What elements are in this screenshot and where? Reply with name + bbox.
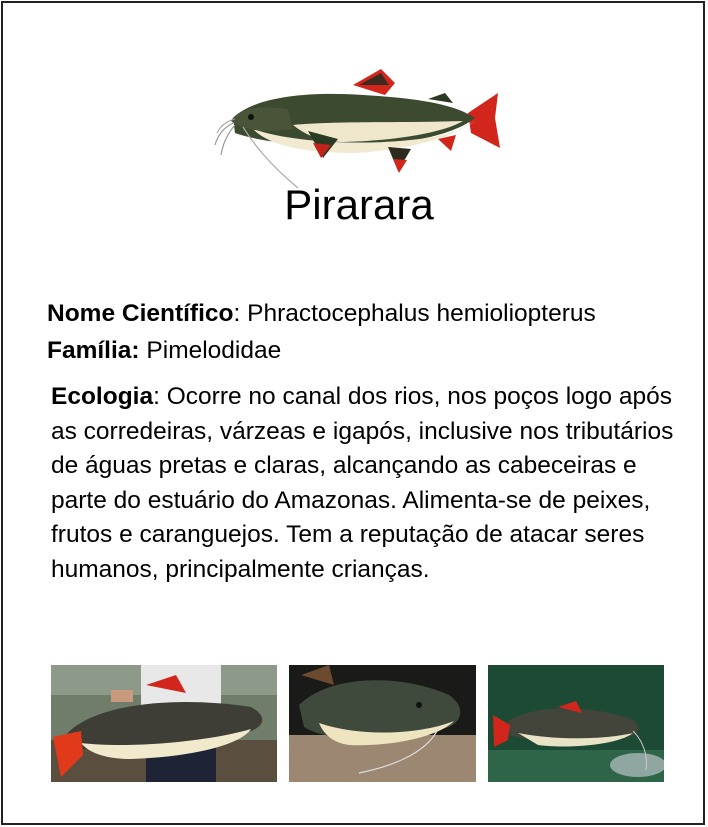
ecology-paragraph xyxy=(51,380,691,587)
scientific-name-label: Nome Científico xyxy=(47,300,234,327)
pirarara-fish-image xyxy=(213,63,503,193)
family-value: Pimelodidae xyxy=(146,337,282,364)
species-title: Pirarara xyxy=(284,181,434,228)
ecology-text: : Ocorre no canal dos rios, nos poços logo após as corredeiras, várzeas e igapós, inclusive nos tributários de águas pretas e claras, alcançando as cabeceiras e parte do estuário do Amazonas. Alimenta-se de peixes, frutos e caranguejos. Tem a reputação de atacar seres humanos, principalmente crianças. xyxy=(51,383,674,583)
scientific-name-sep: : xyxy=(233,300,248,327)
fish-illustration xyxy=(213,63,503,193)
scientific-name-line xyxy=(47,299,596,329)
photo-fish-aquarium xyxy=(488,665,664,782)
photo-person-holding-fish xyxy=(51,665,277,782)
species-card xyxy=(1,1,705,825)
ecology-label: Ecologia xyxy=(51,383,154,410)
scientific-name-value: Phractocephalus hemioliopterus xyxy=(247,300,596,327)
photo-fish-head-closeup xyxy=(289,665,476,782)
family-line xyxy=(47,336,281,366)
family-label: Família: xyxy=(47,337,140,364)
